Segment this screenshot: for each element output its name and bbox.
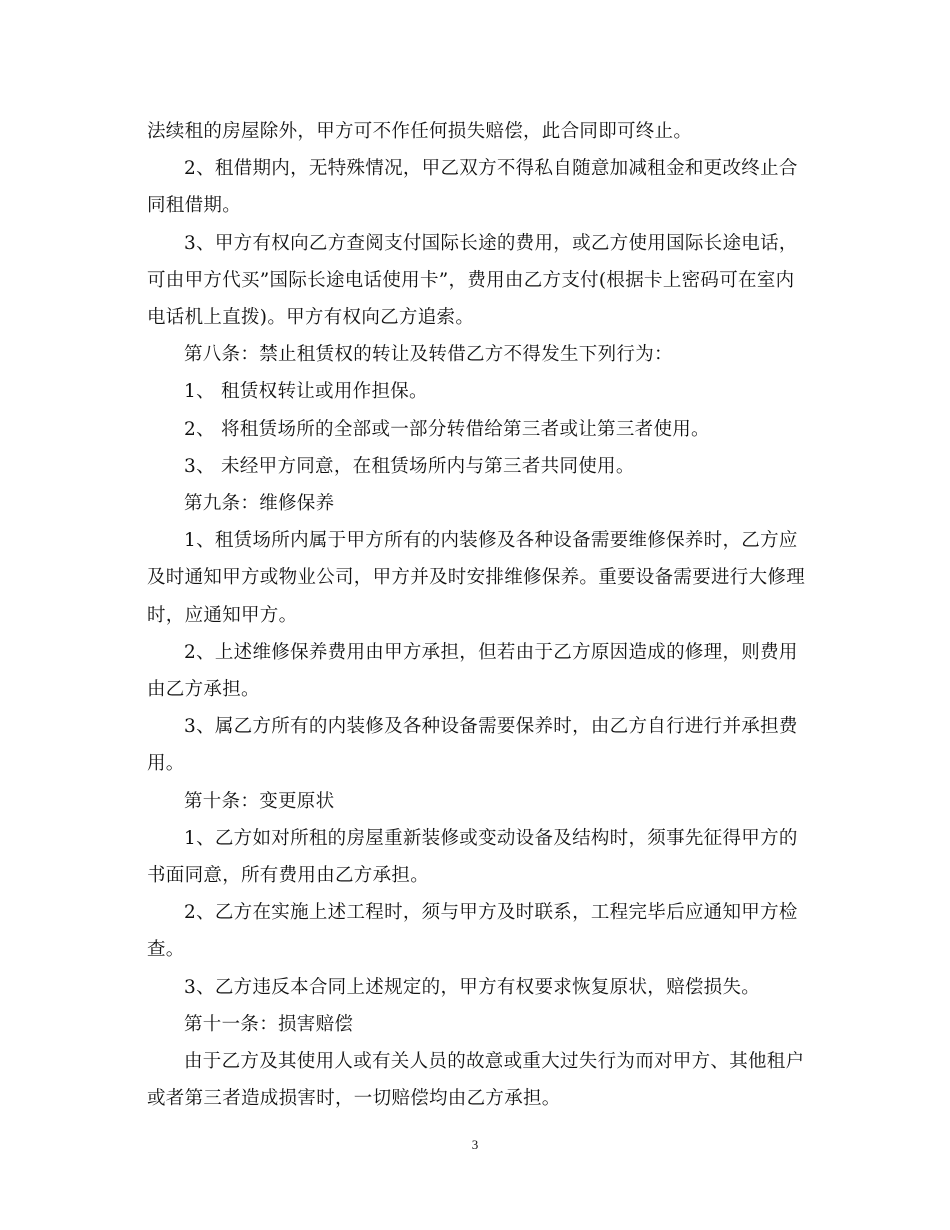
paragraph: 由于乙方及其使用人或有关人员的故意或重大过失行为而对甲方、其他租户或者第三者造成损害时，一切赔偿均由乙方承担。 <box>147 1051 805 1110</box>
paragraph: 1、租赁场所内属于甲方所有的内装修及各种设备需要维修保养时，乙方应及时通知甲方或物业公司，甲方并及时安排维修保养。重要设备需要进行大修理时，应通知甲方。 <box>147 530 806 626</box>
page-number: 3 <box>471 1137 479 1152</box>
section-heading-article-8: 第八条：禁止租赁权的转让及转借乙方不得发生下列行为： <box>184 344 673 366</box>
section-heading-article-11: 第十一条：损害赔偿 <box>184 1013 354 1035</box>
section-heading-article-9: 第九条：维修保养 <box>184 493 335 515</box>
paragraph: 法续租的房屋除外，甲方可不作任何损失赔偿，此合同即可终止。 <box>147 121 693 142</box>
list-item: 1、 租赁权转让或用作担保。 <box>184 381 428 403</box>
paragraph: 1、乙方如对所租的房屋重新装修或变动设备及结构时，须事先征得甲方的书面同意，所有费用由乙方承担。 <box>147 827 798 887</box>
paragraph: 2、租借期内，无特殊情况，甲乙双方不得私自随意加减租金和更改终止合同租借期。 <box>147 158 798 217</box>
paragraph: 3、甲方有权向乙方查阅支付国际长途的费用，或乙方使用国际长途电话，可由甲方代买”国际长途电话使用卡”，费用由乙方支付(根据卡上密码可在室内电话机上直拨)。甲方有权向乙方追索。 <box>147 232 798 329</box>
paragraph: 2、上述维修保养费用由甲方承担，但若由于乙方原因造成的修理，则费用由乙方承担。 <box>147 641 798 701</box>
list-item: 3、 未经甲方同意，在租赁场所内与第三者共同使用。 <box>184 455 635 477</box>
paragraph: 2、乙方在实施上述工程时，须与甲方及时联系，工程完毕后应通知甲方检查。 <box>147 902 798 961</box>
list-item: 2、 将租赁场所的全部或一部分转借给第三者或让第三者使用。 <box>184 418 710 440</box>
section-heading-article-10: 第十条：变更原状 <box>184 790 335 812</box>
paragraph: 3、属乙方所有的内装修及各种设备需要保养时，由乙方自行进行并承担费用。 <box>147 716 798 775</box>
document-body <box>147 113 812 1117</box>
paragraph: 3、乙方违反本合同上述规定的，甲方有权要求恢复原状，赔偿损失。 <box>184 976 761 998</box>
